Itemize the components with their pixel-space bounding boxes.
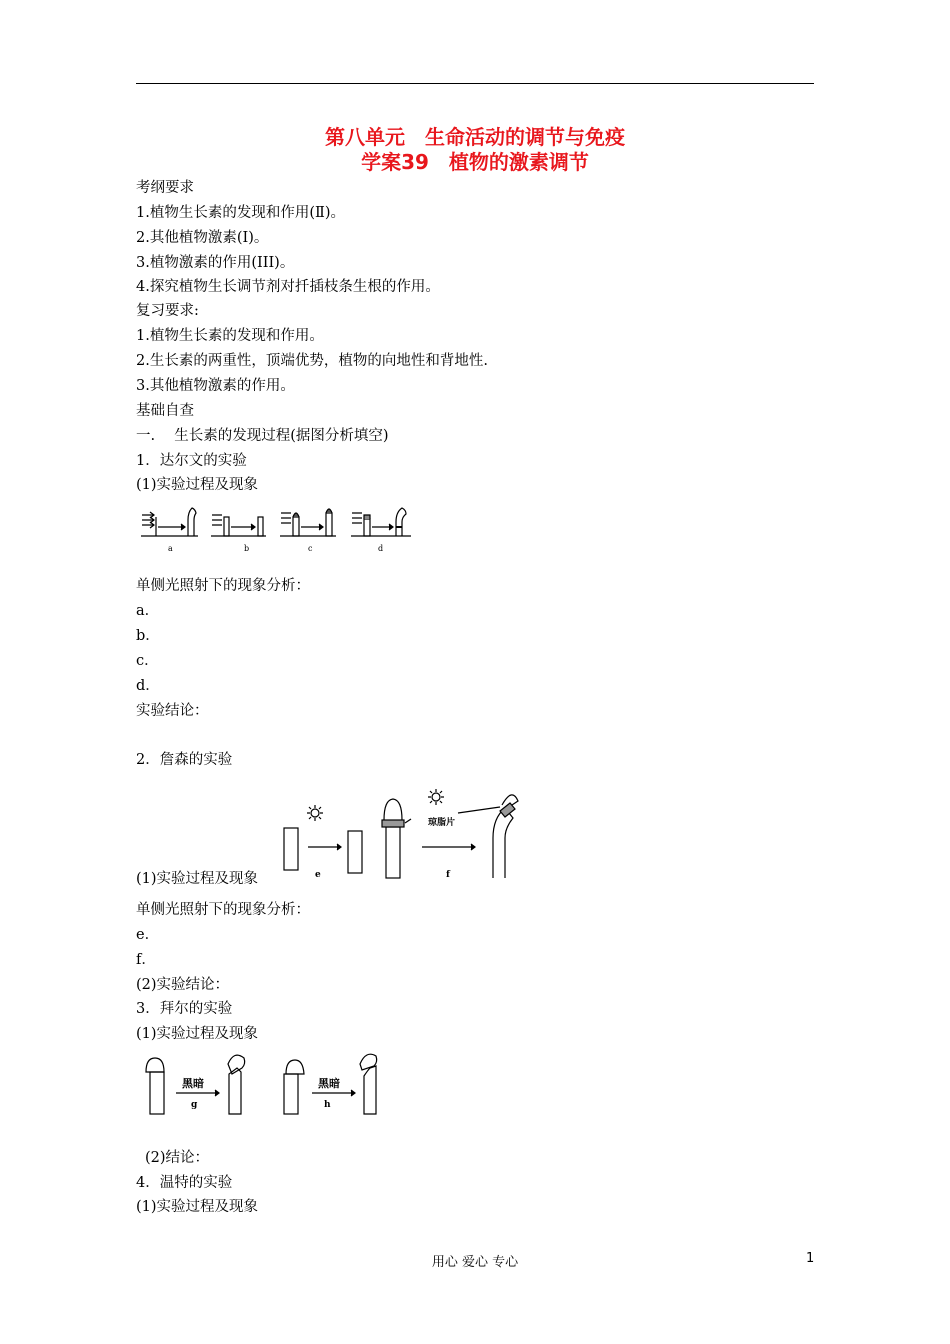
text-line: 单侧光照射下的现象分析：	[136, 578, 310, 594]
text-line: 2.其他植物激素(Ⅰ)。	[136, 230, 269, 246]
lesson-title: 学案39 植物的激素调节	[361, 150, 589, 174]
text-line: 1.植物生长素的发现和作用。	[136, 328, 324, 344]
text-line: d．	[136, 678, 160, 694]
figure-label-g: g	[191, 1100, 198, 1110]
paal-experiment-figure	[136, 1050, 396, 1120]
figure-label-a: a	[168, 544, 173, 553]
figure-label-f: f	[446, 870, 450, 880]
text-line: 一. 生长素的发现过程(据图分析填空)	[136, 428, 389, 444]
text-line: (2)结论：	[145, 1150, 210, 1166]
figure-label-d: d	[378, 544, 384, 553]
dark-label: 黑暗	[182, 1077, 204, 1090]
text-line: f．	[136, 952, 156, 968]
agar-label: 琼脂片	[428, 818, 456, 828]
text-line: 1．达尔文的实验	[136, 453, 247, 469]
text-line: (1)实验过程及现象	[136, 871, 259, 887]
text-line: 考纲要求	[136, 180, 194, 196]
text-line: 4．温特的实验	[136, 1175, 233, 1191]
text-line: (1)实验过程及现象	[136, 477, 259, 493]
text-line: 3.植物激素的作用(III)。	[136, 255, 295, 271]
page-number: 1	[806, 1251, 815, 1266]
text-line: e．	[136, 927, 160, 943]
text-line: 1.植物生长素的发现和作用(Ⅱ)。	[136, 205, 346, 221]
darwin-experiment-figure	[136, 503, 426, 559]
unit-title: 第八单元 生命活动的调节与免疫	[325, 125, 625, 149]
text-line: 2.生长素的两重性，顶端优势，植物的向地性和背地性.	[136, 353, 488, 369]
text-line: (2)实验结论：	[136, 977, 230, 993]
figure-label-e: e	[315, 870, 321, 880]
text-line: 3.其他植物激素的作用。	[136, 378, 295, 394]
text-line: a．	[136, 603, 160, 619]
text-line: 复习要求:	[136, 303, 199, 319]
figure-label-b: b	[244, 544, 250, 553]
footer-text: 用心 爱心 专心	[431, 1255, 519, 1270]
jensen-experiment-figure	[278, 783, 528, 883]
dark-label: 黑暗	[318, 1077, 340, 1090]
text-line: c．	[136, 653, 159, 669]
figure-label-c: c	[308, 544, 313, 553]
text-line: 实验结论：	[136, 703, 209, 719]
text-line: b．	[136, 628, 160, 644]
text-line: (1)实验过程及现象	[136, 1199, 259, 1215]
text-line: 3．拜尔的实验	[136, 1001, 233, 1017]
text-line: 基础自查	[136, 403, 194, 419]
text-line: (1)实验过程及现象	[136, 1026, 259, 1042]
header-rule	[136, 83, 814, 84]
text-line: 2．詹森的实验	[136, 752, 233, 768]
figure-label-h: h	[324, 1100, 331, 1110]
text-line: 单侧光照射下的现象分析：	[136, 902, 310, 918]
text-line: 4.探究植物生长调节剂对扦插枝条生根的作用。	[136, 279, 440, 295]
